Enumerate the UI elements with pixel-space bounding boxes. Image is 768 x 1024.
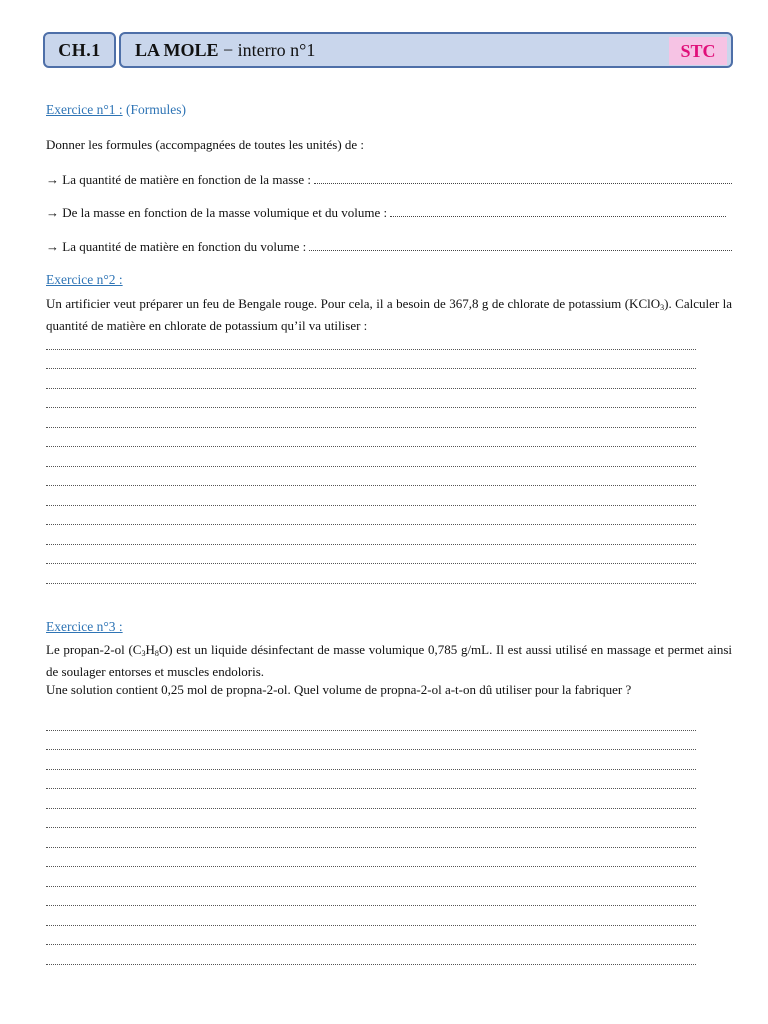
exercise-1-title	[46, 102, 186, 118]
subscript: 3	[660, 303, 665, 312]
answer-line[interactable]	[46, 408, 696, 428]
answer-line[interactable]	[46, 486, 696, 506]
exercise-3-question: Une solution contient 0,25 mol de propna-2-ol. Quel volume de propna-2-ol a-t-on dû utiliser pour la fabriquer ?	[46, 682, 632, 697]
answer-line[interactable]	[46, 887, 696, 907]
formula-item	[46, 205, 726, 221]
exercise-2-label: Exercice n°2 :	[46, 272, 123, 287]
answer-line[interactable]	[46, 731, 696, 751]
page-title	[135, 40, 315, 61]
statement-part: O) est un liquide désinfectant de masse volumique 0,785 g/mL. Il est aussi utilisé en massage et permet ainsi de soulager entorses et muscles endoloris.	[46, 642, 732, 679]
answer-line[interactable]	[46, 906, 696, 926]
header	[43, 32, 733, 68]
answer-dots[interactable]	[390, 206, 726, 217]
exercise-1-subtitle: (Formules)	[122, 102, 186, 117]
exercise-2-statement	[46, 295, 732, 335]
answer-line[interactable]	[46, 750, 696, 770]
answer-line[interactable]	[46, 711, 696, 731]
chapter-box: CH.1	[43, 32, 116, 68]
formula-item	[46, 172, 732, 188]
title-box	[119, 32, 733, 68]
class-badge: STC	[669, 37, 727, 65]
title-rest: − interro n°1	[218, 40, 316, 60]
answer-line[interactable]	[46, 867, 696, 887]
answer-line[interactable]	[46, 809, 696, 829]
answer-line[interactable]	[46, 369, 696, 389]
formula-item-label: → La quantité de matière en fonction de la masse :	[46, 172, 311, 187]
exercise-3-label: Exercice n°3 :	[46, 619, 123, 634]
formula-item	[46, 239, 732, 255]
answer-dots[interactable]	[309, 240, 732, 251]
answer-line[interactable]	[46, 770, 696, 790]
statement-part: Le propan-2-ol (C	[46, 642, 142, 657]
answer-dots[interactable]	[314, 173, 732, 184]
answer-line[interactable]	[46, 848, 696, 868]
exercise-3-answer-area[interactable]	[46, 711, 696, 965]
answer-line[interactable]	[46, 945, 696, 965]
answer-line[interactable]	[46, 564, 696, 584]
answer-line[interactable]	[46, 428, 696, 448]
exercise-1-intro: Donner les formules (accompagnées de toutes les unités) de :	[46, 137, 365, 152]
subscript: 8	[154, 649, 159, 658]
statement-part: H	[145, 642, 155, 657]
answer-line[interactable]	[46, 926, 696, 946]
title-bold: LA MOLE	[135, 40, 219, 60]
answer-line[interactable]	[46, 525, 696, 545]
answer-line[interactable]	[46, 389, 696, 409]
formula-item-label: → La quantité de matière en fonction du volume :	[46, 239, 307, 254]
formula-item-label: → De la masse en fonction de la masse volumique et du volume :	[46, 205, 388, 220]
statement-part: Un artificier veut préparer un feu de Bengale rouge. Pour cela, il a besoin de 367,8 g de chlorate de potassium (KClO	[46, 296, 661, 311]
answer-line[interactable]	[46, 330, 696, 350]
answer-line[interactable]	[46, 506, 696, 526]
answer-line[interactable]	[46, 789, 696, 809]
statement-part: ). Calculer la quantité de matière en chlorate de potassium qu’il va utiliser :	[46, 296, 733, 333]
exercise-3-title	[46, 619, 123, 635]
exercise-2-answer-area[interactable]	[46, 330, 696, 584]
answer-line[interactable]	[46, 467, 696, 487]
answer-line[interactable]	[46, 350, 696, 370]
answer-line[interactable]	[46, 828, 696, 848]
exercise-2-title	[46, 272, 123, 288]
answer-line[interactable]	[46, 447, 696, 467]
answer-line[interactable]	[46, 545, 696, 565]
subscript: 3	[141, 649, 146, 658]
exercise-3-statement	[46, 641, 732, 699]
exercise-1-label: Exercice n°1 :	[46, 102, 123, 117]
